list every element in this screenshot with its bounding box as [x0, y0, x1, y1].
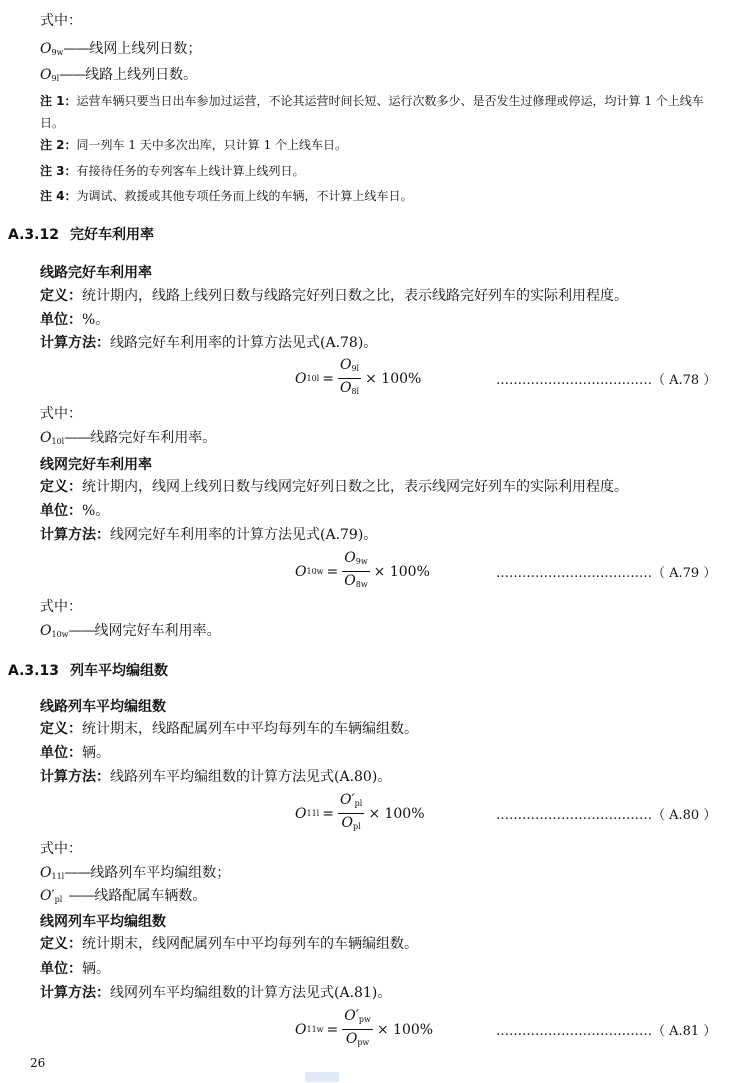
unit-paragraph: 单位：%。	[40, 312, 110, 328]
note-1: 注 1：运营车辆只要当日出车参加过运营，不论其运营时间长短、运行次数多少、是否发生过修理或停运，均计算 1 个上线车日。	[40, 94, 704, 130]
formula-a79: O 10w = $\frac{O_{9w}}{O_{8w}}$ × 100%	[295, 550, 430, 593]
subheading-network-average-formation: 线网列车平均编组数	[40, 914, 166, 930]
note-2: 注 2：同一列车 1 天中多次出库，只计算 1 个上线车日。	[40, 138, 348, 152]
formula-a80: O 11l = $\frac{O'_{pl}}{O_{pl}}$ × 100%	[295, 792, 425, 835]
definition-paragraph: 定义：统计期末，线路配属列车中平均每列车的车辆编组数。	[40, 721, 418, 737]
subheading-line-intact-utilization: 线路完好车利用率	[40, 265, 152, 281]
definition-o10l: $O_{10l}——$线路完好车利用率。	[40, 430, 217, 446]
section-heading-a313: A.3.13 列车平均编组数	[8, 663, 168, 679]
equation-number-a80: ………………………………（ A.80 ）	[496, 808, 717, 823]
scan-mark	[305, 1072, 339, 1082]
page-number: 26	[30, 1056, 46, 1070]
fraction: $\frac{O_{9l}}{O_{8l}}$	[339, 357, 360, 396]
fraction: $\frac{O'_{pw}}{O_{pw}}$	[344, 1008, 371, 1047]
definition-paragraph: 定义：统计期内，线路上线列日数与线路完好列日数之比，表示线路完好列车的实际利用程度。	[40, 288, 628, 304]
equation-number-a79: ………………………………（ A.79 ）	[496, 566, 717, 581]
where-label: 式中：	[40, 841, 82, 857]
fraction: $\frac{O'_{pl}}{O_{pl}}$	[339, 792, 363, 831]
definition-o9l: $O_{9l}——$线路上线列日数。	[40, 67, 198, 83]
formula-a81: O 11w = $\frac{O'_{pw}}{O_{pw}}$ × 100%	[295, 1008, 433, 1051]
formula-a78: O 10l = $\frac{O_{9l}}{O_{8l}}$ × 100%	[295, 357, 421, 400]
fraction: $\frac{O_{9w}}{O_{8w}}$	[344, 550, 368, 589]
definition-o-prime-pl: $O'_{pl}$ ——线路配属车辆数。	[40, 888, 207, 904]
calculation-paragraph: 计算方法：线网列车平均编组数的计算方法见式(A.81)。	[40, 985, 392, 1001]
note-4: 注 4：为调试、救援或其他专项任务而上线的车辆，不计算上线车日。	[40, 189, 413, 203]
definition-paragraph: 定义：统计期末，线网配属列车中平均每列车的车辆编组数。	[40, 936, 418, 952]
where-label: 式中：	[40, 599, 82, 615]
calculation-paragraph: 计算方法：线路完好车利用率的计算方法见式(A.78)。	[40, 335, 378, 351]
where-label: 式中：	[40, 13, 82, 29]
subheading-network-intact-utilization: 线网完好车利用率	[40, 457, 152, 473]
where-label: 式中：	[40, 406, 82, 422]
calculation-paragraph: 计算方法：线网完好车利用率的计算方法见式(A.79)。	[40, 527, 378, 543]
unit-paragraph: 单位：辆。	[40, 745, 110, 761]
definition-o9w: $O_{9w}——$线网上线列日数；	[40, 41, 202, 57]
equation-number-a81: ………………………………（ A.81 ）	[496, 1024, 717, 1039]
subheading-line-average-formation: 线路列车平均编组数	[40, 699, 166, 715]
unit-paragraph: 单位：辆。	[40, 961, 110, 977]
definition-paragraph: 定义：统计期内，线网上线列日数与线网完好列日数之比，表示线网完好列车的实际利用程度。	[40, 479, 628, 495]
unit-paragraph: 单位：%。	[40, 503, 110, 519]
definition-o11l: $O_{11l}——$线路列车平均编组数；	[40, 865, 231, 881]
calculation-paragraph: 计算方法：线路列车平均编组数的计算方法见式(A.80)。	[40, 769, 392, 785]
section-heading-a312: A.3.12 完好车利用率	[8, 227, 154, 243]
definition-o10w: $O_{10w}——$线网完好车利用率。	[40, 623, 221, 639]
equation-number-a78: ………………………………（ A.78 ）	[496, 373, 717, 388]
note-3: 注 3：有接待任务的专列客车上线计算上线列日。	[40, 164, 305, 178]
